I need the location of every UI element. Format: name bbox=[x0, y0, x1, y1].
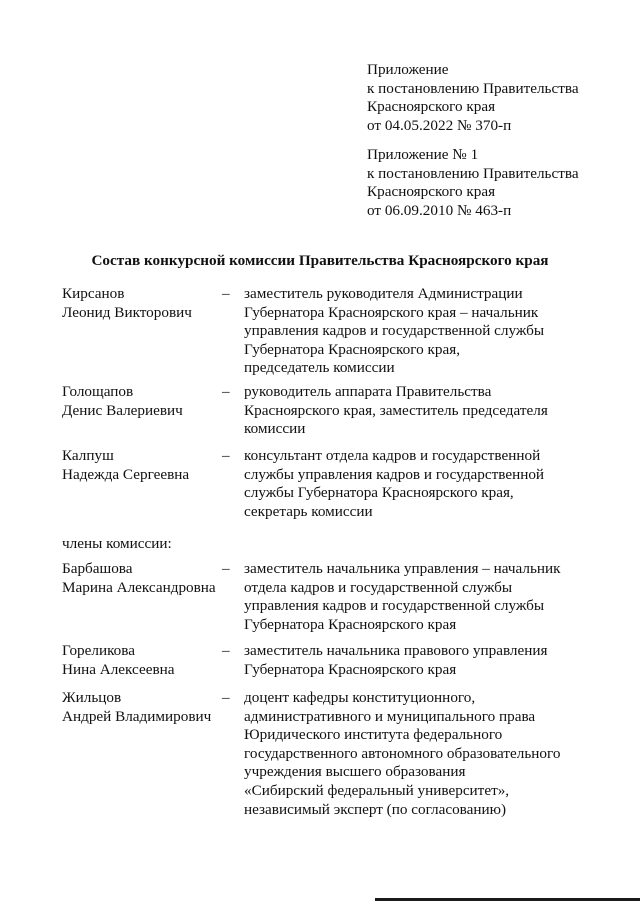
member-role bbox=[244, 560, 624, 634]
member-given-name: Надежда Сергеевна bbox=[62, 465, 190, 483]
member-name bbox=[62, 689, 232, 726]
member-surname: Голощапов bbox=[62, 383, 134, 400]
role-line: консультант отдела кадров и государственной bbox=[244, 447, 541, 464]
appendix-header-current bbox=[367, 61, 627, 135]
member-given-name: Андрей Владимирович bbox=[62, 707, 212, 725]
role-line: государственного автономного образовательного bbox=[244, 744, 561, 762]
member-given-name: Денис Валериевич bbox=[62, 401, 183, 419]
role-line: заместитель начальника управления – начальник bbox=[244, 560, 561, 577]
member-name bbox=[62, 447, 232, 484]
role-line: заместитель начальника правового управления bbox=[244, 642, 548, 659]
members-section-label: члены комиссии: bbox=[62, 535, 172, 552]
member-role bbox=[244, 447, 624, 521]
dash-separator: – bbox=[222, 689, 230, 706]
role-line: Губернатора Красноярского края bbox=[244, 615, 457, 633]
dash-separator: – bbox=[222, 642, 230, 659]
member-role bbox=[244, 285, 624, 378]
member-given-name: Марина Александровна bbox=[62, 578, 216, 596]
appendix-line: от 06.09.2010 № 463-п bbox=[367, 201, 512, 219]
member-surname: Жильцов bbox=[62, 689, 122, 706]
role-line: руководитель аппарата Правительства bbox=[244, 383, 492, 400]
role-line: управления кадров и государственной службы bbox=[244, 322, 545, 340]
member-surname: Калпуш bbox=[62, 447, 114, 464]
member-name bbox=[62, 383, 232, 420]
appendix-line: Красноярского края bbox=[367, 98, 496, 115]
member-surname: Барбашова bbox=[62, 560, 133, 577]
member-name bbox=[62, 642, 232, 679]
member-name bbox=[62, 560, 232, 597]
role-line: доцент кафедры конституционного, bbox=[244, 689, 476, 706]
role-line: Юридического института федерального bbox=[244, 726, 503, 744]
dash-separator: – bbox=[222, 560, 230, 577]
member-given-name: Леонид Викторович bbox=[62, 303, 192, 321]
member-role bbox=[244, 383, 624, 439]
appendix-header-original bbox=[367, 146, 627, 220]
role-line: председатель комиссии bbox=[244, 359, 395, 377]
member-name bbox=[62, 285, 232, 322]
role-line: заместитель руководителя Администрации bbox=[244, 285, 523, 302]
role-line: Губернатора Красноярского края bbox=[244, 660, 457, 678]
scan-edge-line bbox=[375, 898, 640, 901]
role-line: службы Губернатора Красноярского края, bbox=[244, 484, 514, 502]
role-line: учреждения высшего образования bbox=[244, 763, 466, 781]
role-line: службы управления кадров и государственной bbox=[244, 465, 545, 483]
appendix-line: к постановлению Правительства bbox=[367, 164, 579, 182]
member-surname: Кирсанов bbox=[62, 285, 125, 302]
role-line: комиссии bbox=[244, 420, 306, 438]
role-line: управления кадров и государственной службы bbox=[244, 597, 545, 615]
dash-separator: – bbox=[222, 447, 230, 464]
dash-separator: – bbox=[222, 383, 230, 400]
appendix-line: Приложение № 1 bbox=[367, 146, 479, 163]
member-surname: Гореликова bbox=[62, 642, 135, 659]
member-role bbox=[244, 642, 624, 679]
appendix-line: к постановлению Правительства bbox=[367, 79, 579, 97]
document-title: Состав конкурсной комиссии Правительства Красноярского края bbox=[91, 252, 549, 269]
role-line: Красноярского края, заместитель председателя bbox=[244, 401, 548, 419]
member-role bbox=[244, 689, 624, 819]
role-line: независимый эксперт (по согласованию) bbox=[244, 800, 507, 818]
role-line: административного и муниципального права bbox=[244, 707, 536, 725]
appendix-line: от 04.05.2022 № 370-п bbox=[367, 116, 512, 134]
appendix-line: Приложение bbox=[367, 61, 449, 78]
dash-separator: – bbox=[222, 285, 230, 302]
role-line: отдела кадров и государственной службы bbox=[244, 578, 513, 596]
role-line: секретарь комиссии bbox=[244, 502, 373, 520]
appendix-line: Красноярского края bbox=[367, 183, 496, 200]
role-line: Губернатора Красноярского края – начальник bbox=[244, 303, 539, 321]
role-line: «Сибирский федеральный университет», bbox=[244, 781, 510, 799]
role-line: Губернатора Красноярского края, bbox=[244, 340, 460, 358]
member-given-name: Нина Алексеевна bbox=[62, 660, 175, 678]
